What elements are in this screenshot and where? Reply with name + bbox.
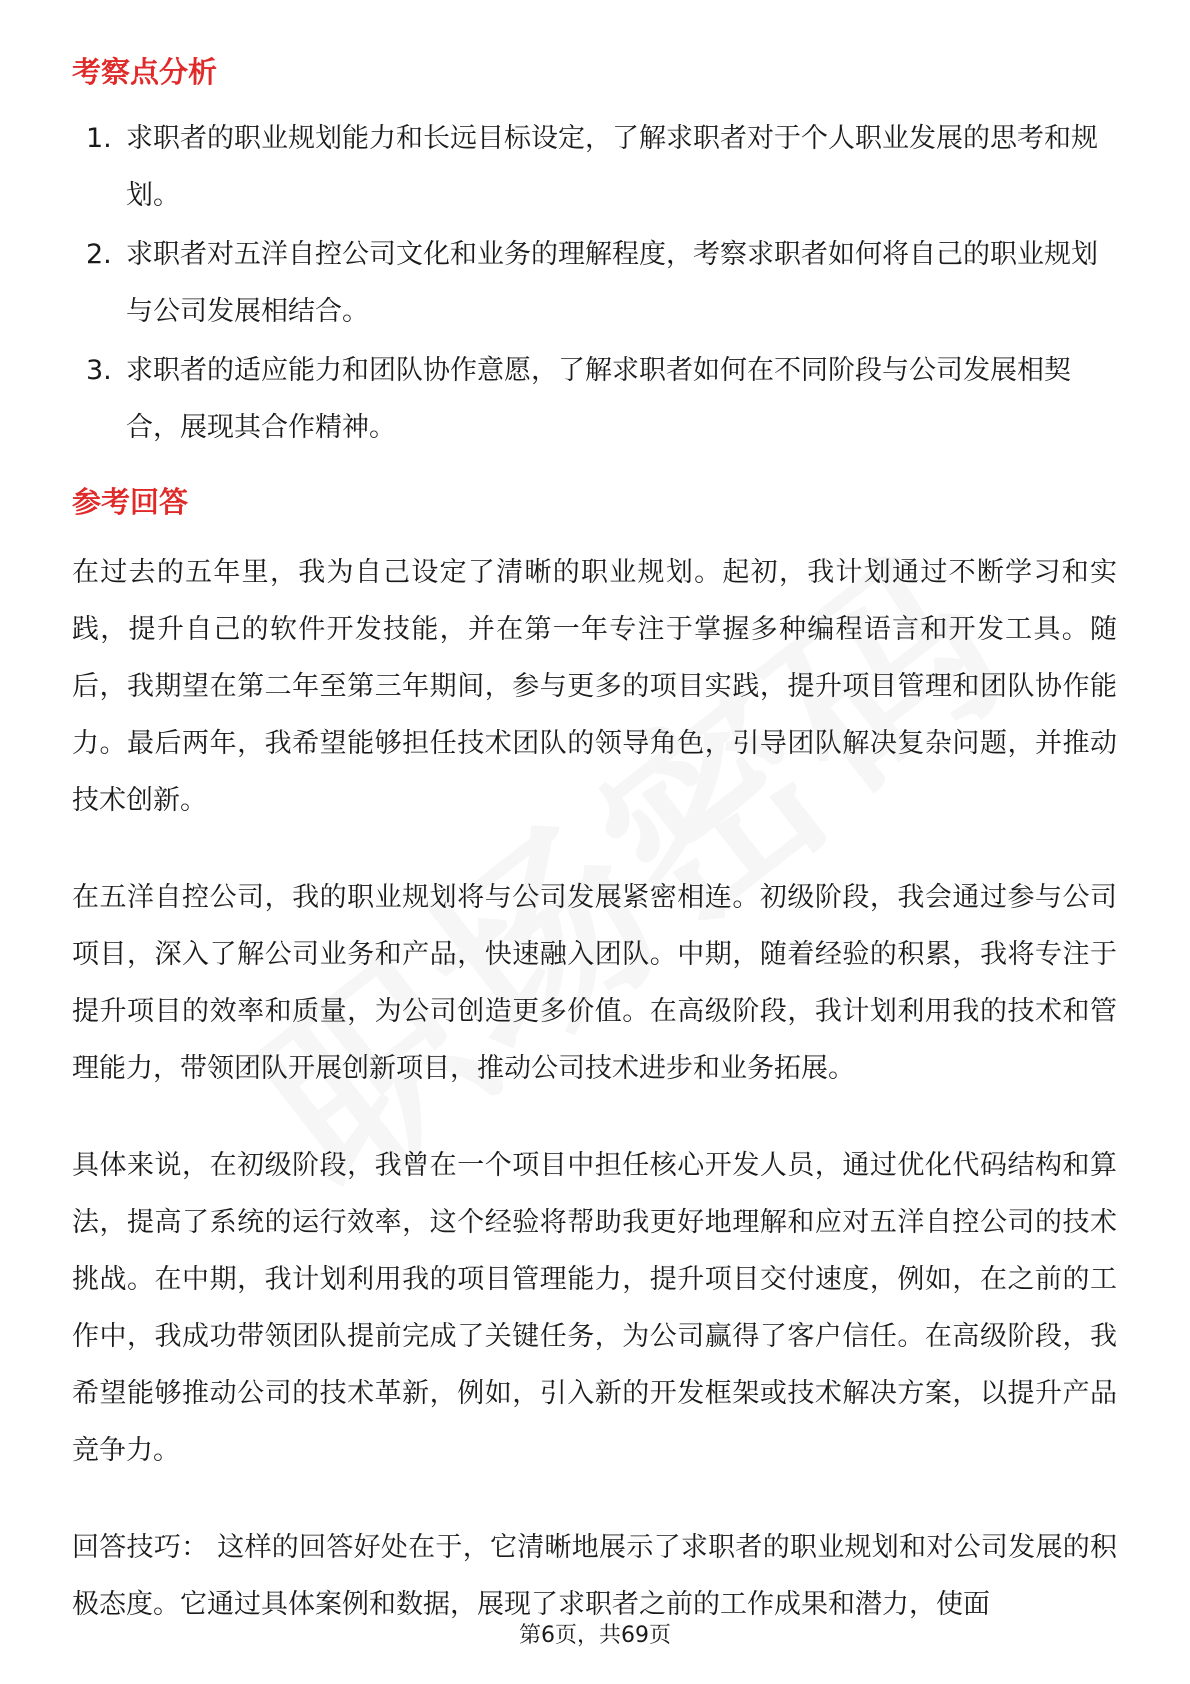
list-item [72,110,1117,224]
page-number: 第6页，共69页 [519,1623,671,1648]
list-item [72,226,1117,340]
answer-paragraph-1: 在过去的五年里，我为自己设定了清晰的职业规划。起初，我计划通过不断学习和实践，提升自己的软件开发技能，并在第一年专注于掌握多种编程语言和开发工具。随后，我期望在第二年至第三年期间，参与更多的项目实践，提升项目管理和团队协作能力。最后两年，我希望能够担任技术团队的领导角色，引导团队解决复杂问题，并推动技术创新。 [72,557,1117,816]
list-item-number: 3. [86,355,112,386]
answer-paragraph-3: 具体来说，在初级阶段，我曾在一个项目中担任核心开发人员，通过优化代码结构和算法，提高了系统的运行效率，这个经验将帮助我更好地理解和应对五洋自控公司的技术挑战。在中期，我计划利用我的项目管理能力，提升项目交付速度，例如，在之前的工作中，我成功带领团队提前完成了关键任务，为公司赢得了客户信任。在高级阶段，我希望能够推动公司的技术革新，例如，引入新的开发框架或技术解决方案，以提升产品竞争力。 [72,1150,1117,1466]
list-item-number: 1. [86,123,112,154]
answer-paragraph-2: 在五洋自控公司，我的职业规划将与公司发展紧密相连。初级阶段，我会通过参与公司项目，深入了解公司业务和产品，快速融入团队。中期，随着经验的积累，我将专注于提升项目的效率和质量，为公司创造更多价值。在高级阶段，我计划利用我的技术和管理能力，带领团队开展创新项目，推动公司技术进步和业务拓展。 [72,882,1117,1084]
list-item-text: 求职者的职业规划能力和长远目标设定，了解求职者对于个人职业发展的思考和规划。 [126,123,1098,211]
list-item [72,342,1117,456]
list-item-text: 求职者的适应能力和团队协作意愿，了解求职者如何在不同阶段与公司发展相契合，展现其合作精神。 [126,355,1071,443]
analysis-heading: 考察点分析 [72,55,218,89]
list-item-text: 求职者对五洋自控公司文化和业务的理解程度，考察求职者如何将自己的职业规划与公司发展相结合。 [126,239,1098,327]
analysis-points-list [72,110,1117,456]
list-item-number: 2. [86,239,112,270]
answer-heading: 参考回答 [72,485,189,519]
content-area [72,48,1117,1633]
answer-tips-paragraph: 回答技巧： 这样的回答好处在于，它清晰地展示了求职者的职业规划和对公司发展的积极态度。它通过具体案例和数据，展现了求职者之前的工作成果和潜力，使面 [72,1532,1117,1620]
